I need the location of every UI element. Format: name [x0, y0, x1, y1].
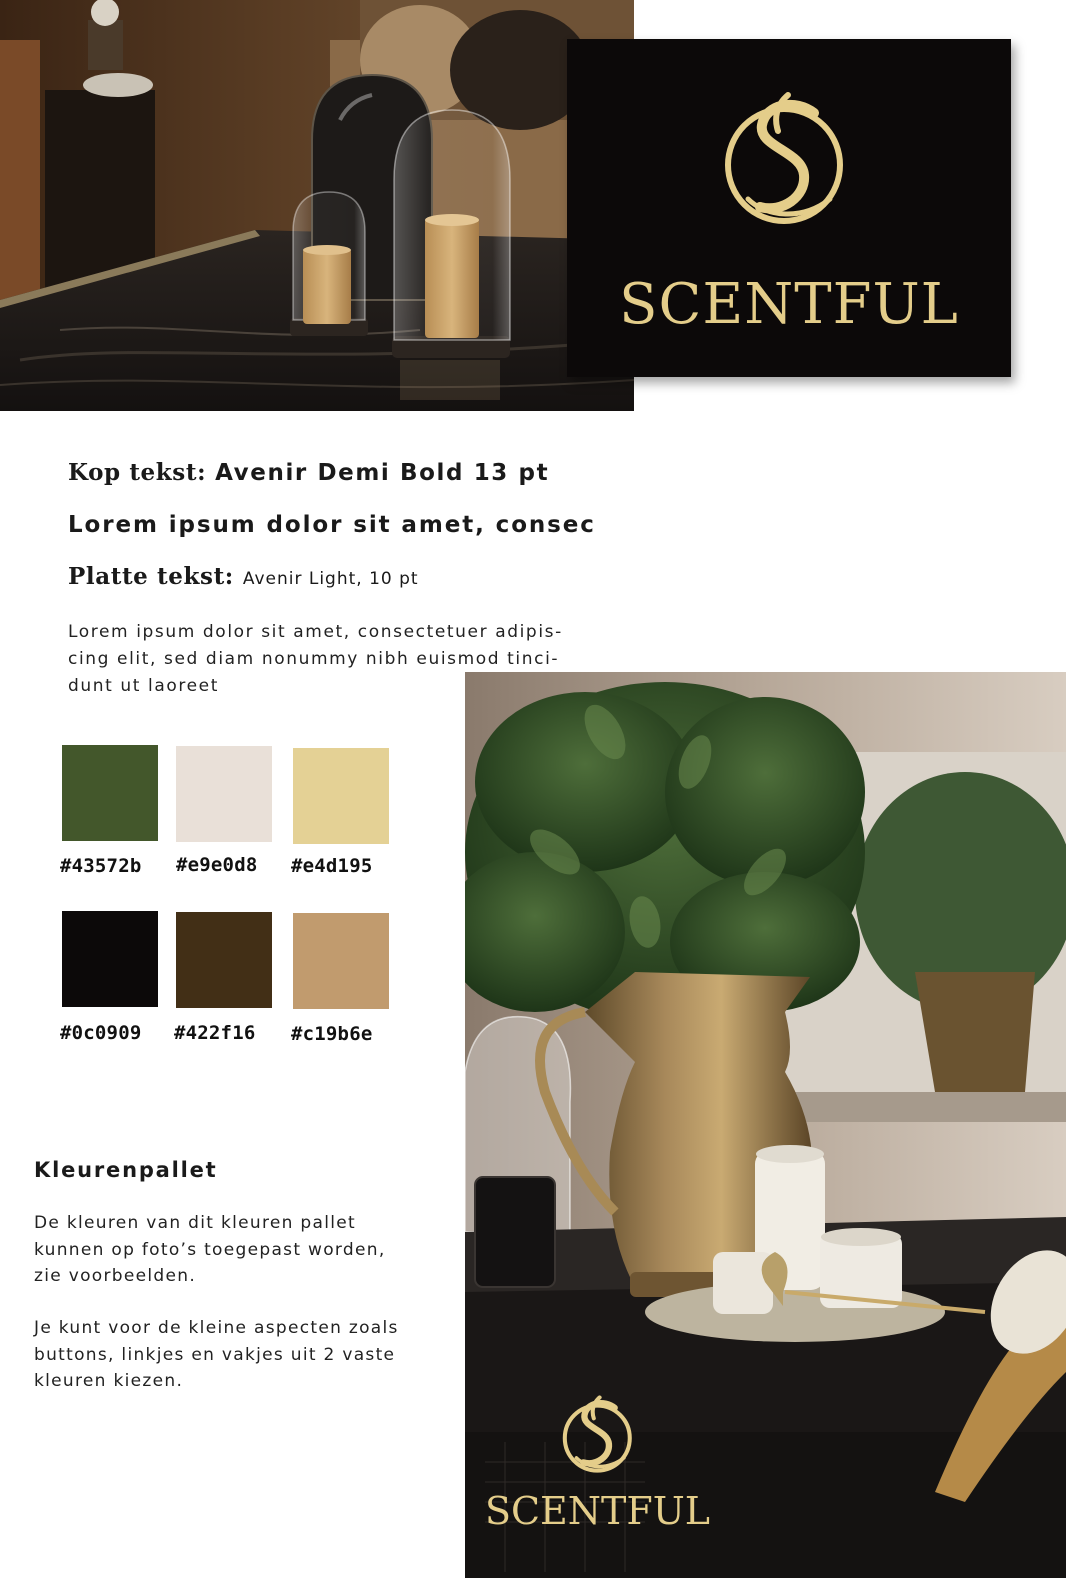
swatch-label: #c19b6e — [291, 1023, 373, 1045]
paragraph-line: kunnen op foto’s toegepast worden, — [34, 1239, 386, 1260]
candles-photo — [0, 0, 634, 411]
swatch-tan — [293, 913, 389, 1009]
heading-font-value: Avenir Demi Bold 13 pt — [215, 460, 550, 486]
body-sample-line: dunt ut laoreet — [68, 676, 219, 696]
swatch-label: #e4d195 — [291, 855, 373, 877]
heading-sample-text: Lorem ipsum dolor sit amet, consec — [68, 512, 596, 538]
body-font-label: Platte tekst: — [68, 563, 234, 590]
swatch-cream — [176, 746, 272, 842]
swatch-label: #e9e0d8 — [176, 854, 258, 876]
candles-photo-illustration — [0, 0, 634, 411]
body-sample-line: cing elit, sed diam nonummy nibh euismod tinci- — [68, 649, 560, 669]
swatch-label: #0c0909 — [60, 1022, 142, 1044]
swatch-green — [62, 745, 158, 841]
palette-section-heading: Kleurenpallet — [34, 1158, 218, 1182]
heading-font-spec — [68, 461, 549, 485]
body-font-spec — [68, 565, 419, 589]
palette-paragraph-1 — [34, 1210, 464, 1290]
scentful-monogram-icon — [718, 89, 854, 229]
swatch-black — [62, 911, 158, 1007]
swatch-label: #43572b — [60, 855, 142, 877]
paragraph-line: De kleuren van dit kleuren pallet — [34, 1213, 356, 1233]
swatch-label: #422f16 — [174, 1022, 256, 1044]
palette-paragraph-2 — [34, 1315, 464, 1395]
brand-wordmark: SCENTFUL — [619, 272, 959, 337]
monogram-strokes — [728, 95, 840, 221]
paragraph-line: buttons, linkjes en vakjes uit 2 vaste — [34, 1344, 396, 1365]
paragraph-line: kleuren kiezen. — [34, 1371, 184, 1391]
body-font-value: Avenir Light, 10 pt — [242, 569, 419, 589]
paragraph-line: zie voorbeelden. — [34, 1266, 197, 1286]
body-sample-line: Lorem ipsum dolor sit amet, consectetuer adipis- — [68, 622, 563, 642]
vase-photo-illustration — [465, 672, 1066, 1578]
swatch-gold — [293, 748, 389, 844]
vase-photo — [465, 672, 1066, 1578]
paragraph-line: Je kunt voor de kleine aspecten zoals — [34, 1318, 399, 1338]
heading-font-label: Kop tekst: — [68, 459, 207, 486]
logo-card — [567, 39, 1011, 377]
watermark-wordmark: SCENTFUL — [484, 1489, 711, 1533]
swatch-brown — [176, 912, 272, 1008]
